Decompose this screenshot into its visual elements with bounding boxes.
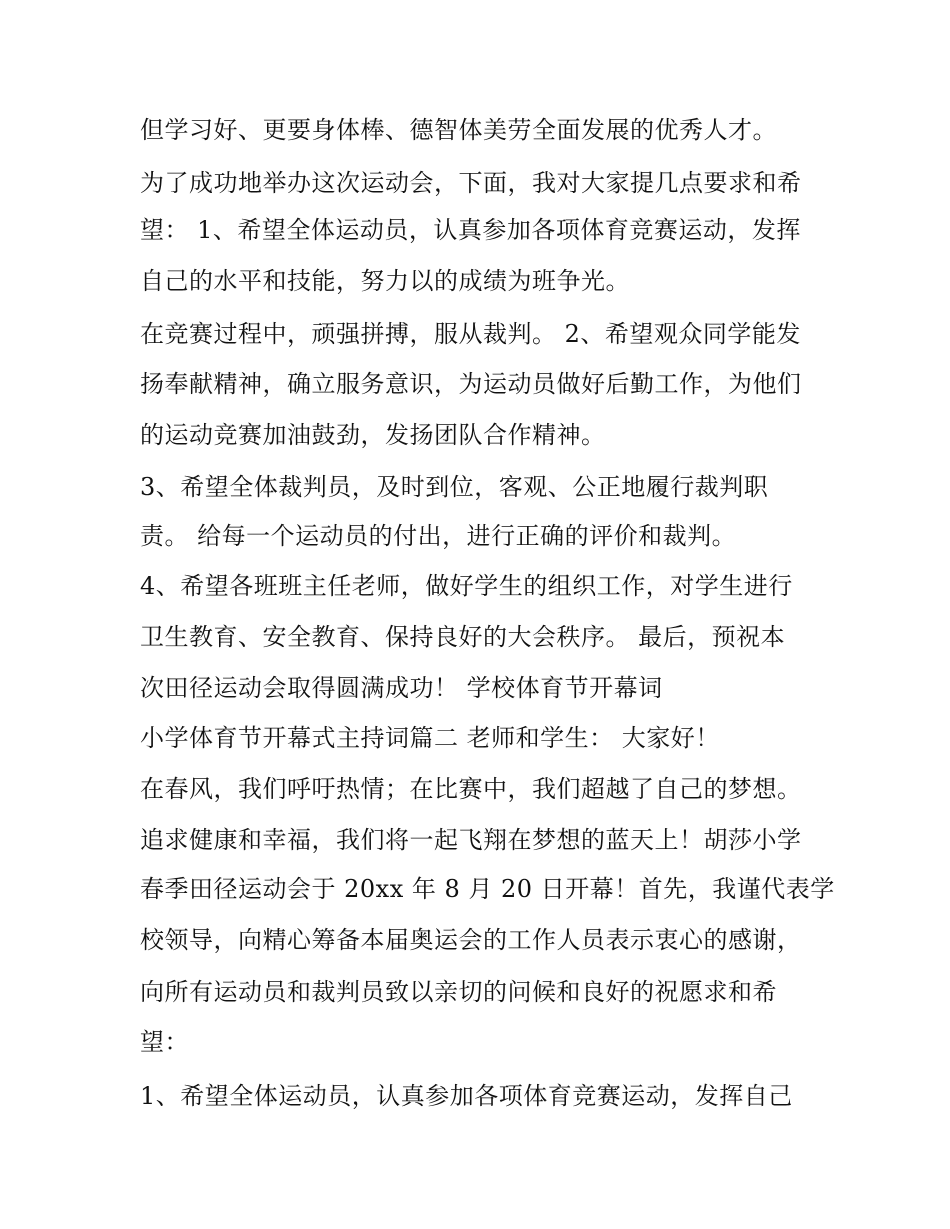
text-line: 追求健康和幸福，我们将一起飞翔在梦想的蓝天上！胡莎小学 [140, 826, 802, 854]
text-line: 在春风，我们呼吁热情；在比赛中，我们超越了自己的梦想。 [140, 775, 802, 803]
text-line: 望： [140, 1028, 189, 1056]
text-line: 责。 给每一个运动员的付出，进行正确的评价和裁判。 [140, 522, 737, 550]
text-line: 小学体育节开幕式主持词篇二 老师和学生： 大家好！ [140, 724, 720, 752]
text-line: 卫生教育、安全教育、保持良好的大会秩序。 最后，预祝本 [140, 623, 786, 651]
text-line: 自己的水平和技能，努力以的成绩为班争光。 [140, 267, 630, 295]
text-line: 扬奉献精神，确立服务意识，为运动员做好后勤工作，为他们 [140, 370, 802, 398]
text-line: 1、希望全体运动员，认真参加各项体育竞赛运动，发挥自己 [140, 1082, 793, 1110]
text-line: 望： 1、希望全体运动员，认真参加各项体育竞赛运动，发挥 [140, 216, 801, 244]
text-line: 向所有运动员和裁判员致以亲切的问候和良好的祝愿求和希 [140, 978, 777, 1006]
text-line: 次田径运动会取得圆满成功！ 学校体育节开幕词 [140, 674, 663, 702]
text-line: 在竞赛过程中，顽强拼搏，服从裁判。 2、希望观众同学能发 [140, 320, 801, 348]
text-line: 为了成功地举办这次运动会，下面，我对大家提几点要求和希 [140, 169, 802, 197]
text-line: 春季田径运动会于 20xx 年 8 月 20 日开幕！首先，我谨代表学 [140, 875, 835, 903]
text-line: 3、希望全体裁判员，及时到位，客观、公正地履行裁判职 [140, 473, 769, 501]
text-line: 但学习好、更要身体棒、德智体美劳全面发展的优秀人才。 [140, 116, 777, 144]
text-line: 4、希望各班班主任老师，做好学生的组织工作，对学生进行 [140, 572, 793, 600]
text-line: 校领导，向精心筹备本届奥运会的工作人员表示衷心的感谢， [140, 926, 802, 954]
text-line: 的运动竞赛加油鼓劲，发扬团队合作精神。 [140, 421, 606, 449]
